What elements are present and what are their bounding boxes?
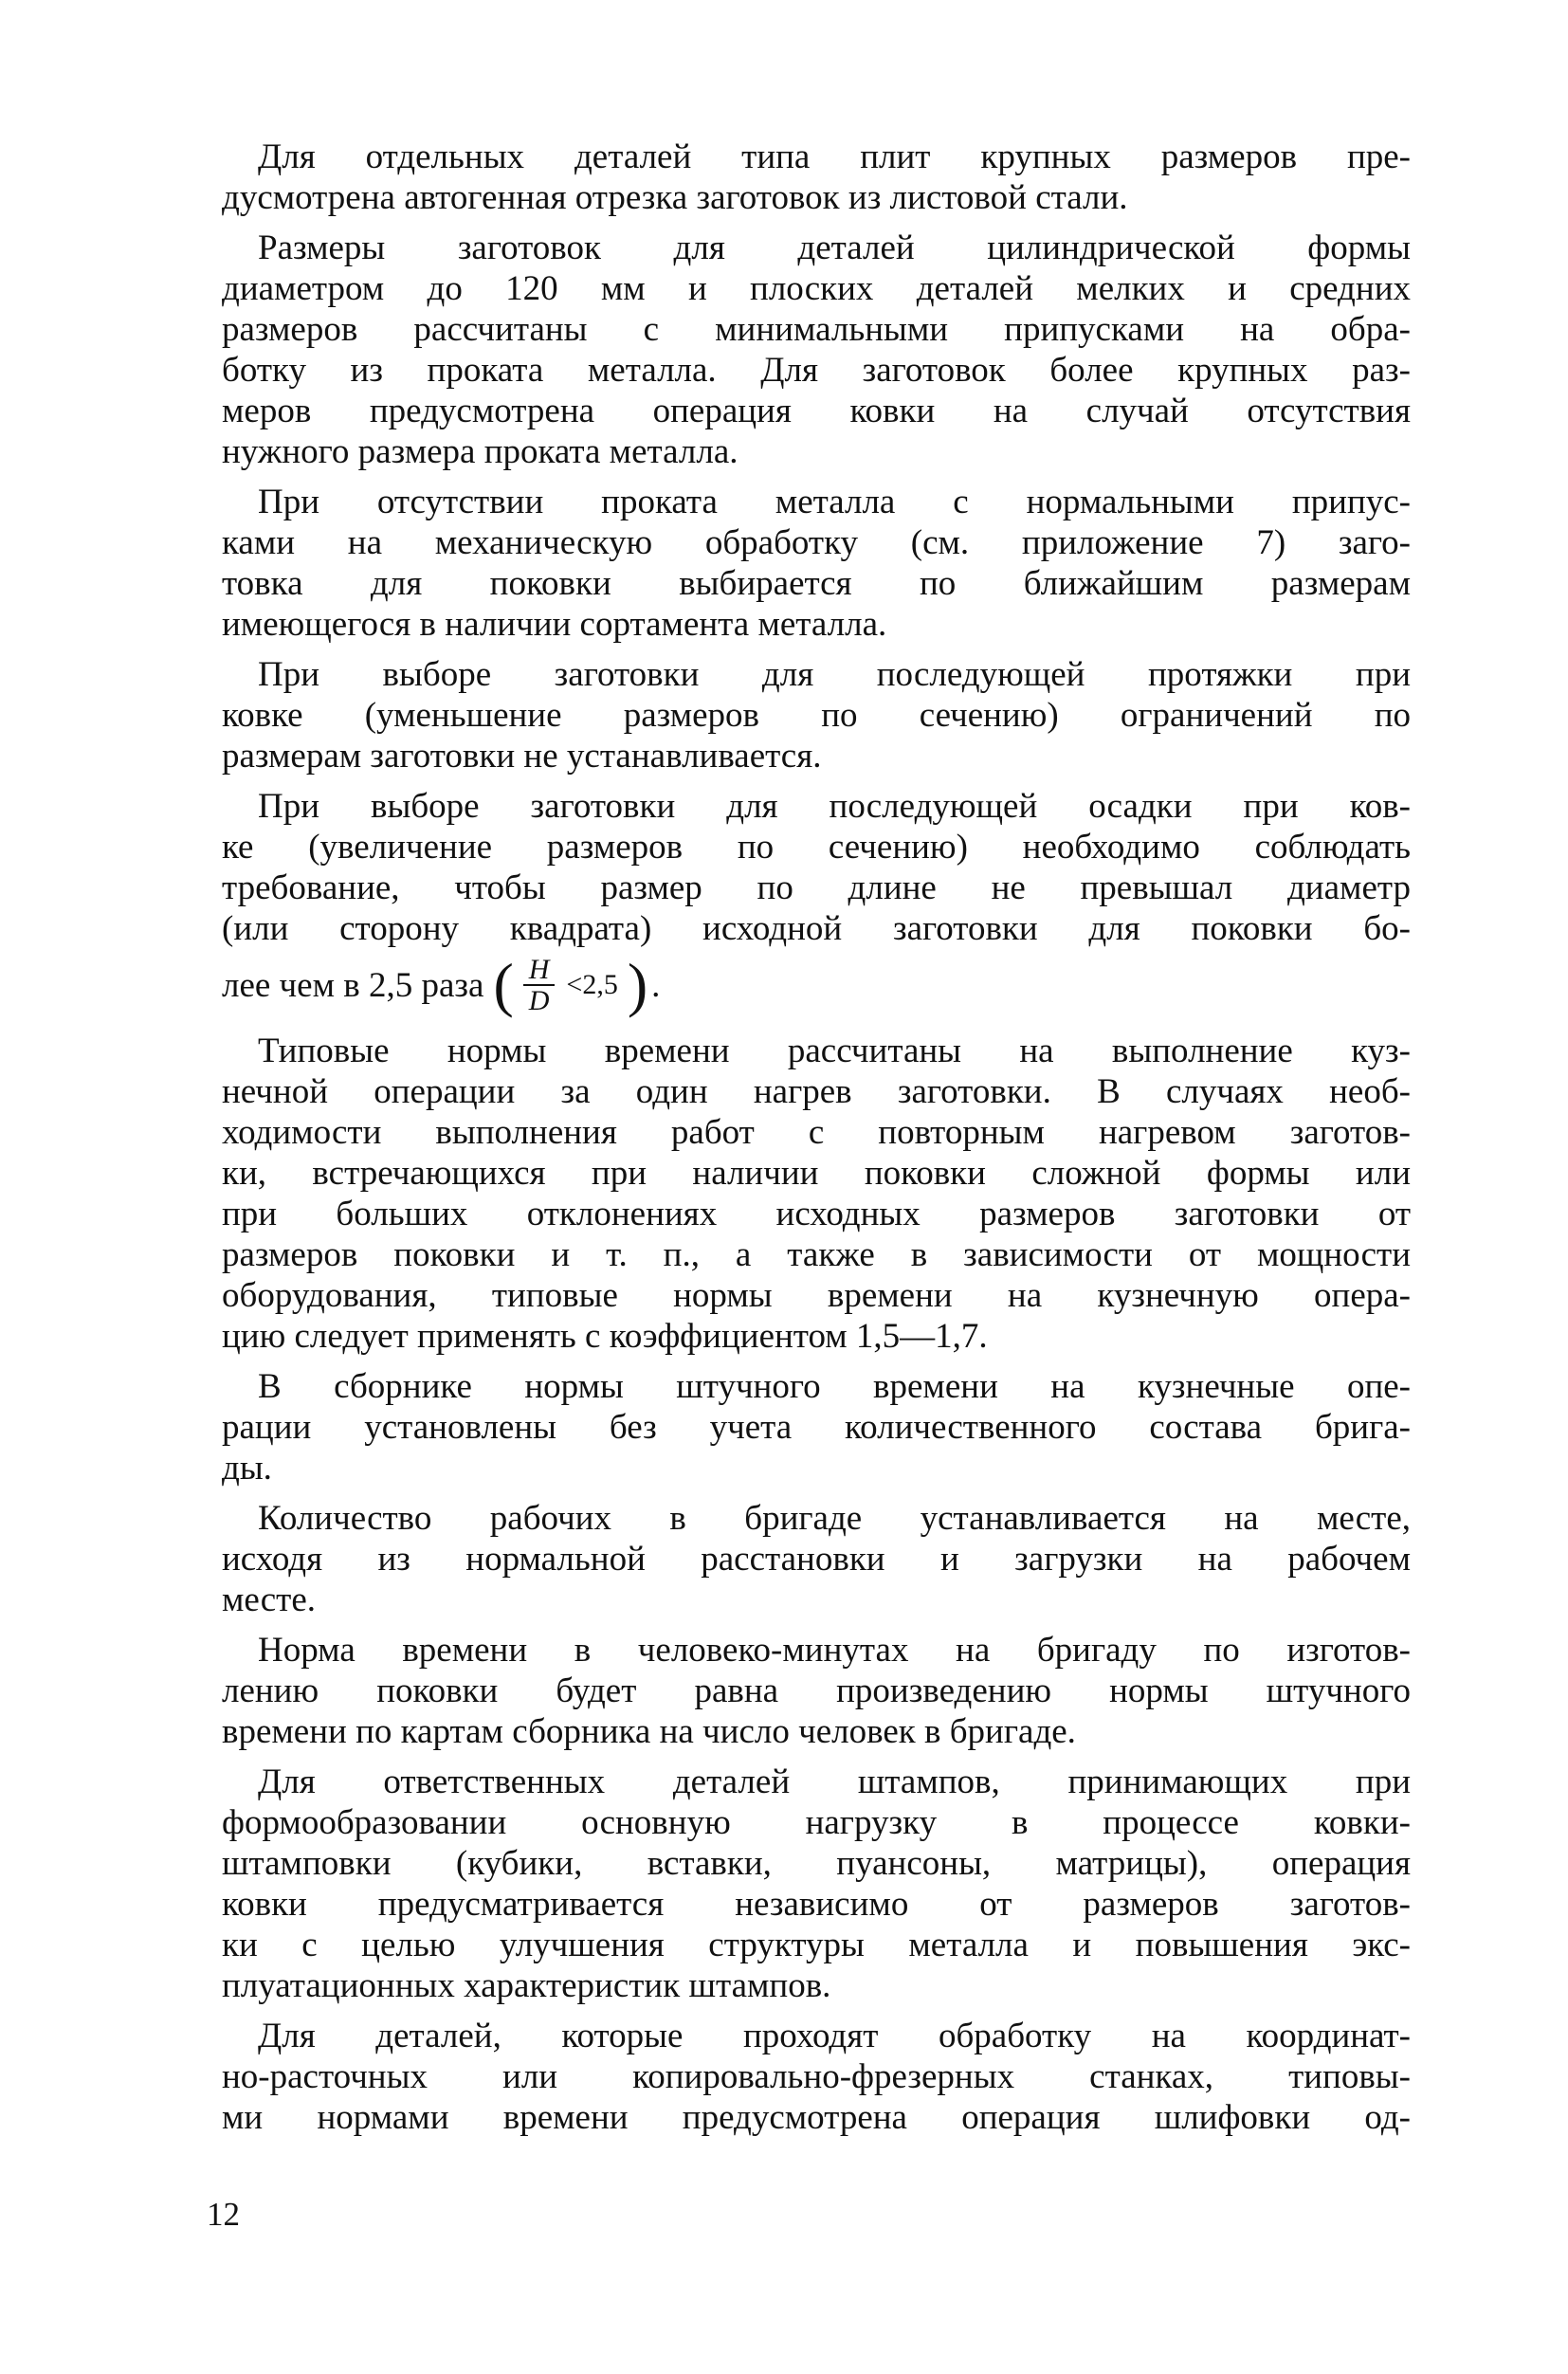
text-line: при больших отклонениях исходных размеров заготовки от	[222, 1195, 1411, 1233]
fraction	[523, 955, 556, 1016]
text-line: Для отдельных деталей типа плит крупных размеров пре-	[258, 137, 1411, 176]
text-line: ки с целью улучшения структуры металла и повышения экс-	[222, 1926, 1411, 1964]
left-paren: (	[493, 951, 514, 1018]
formula-prefix: лее чем в 2,5 раза	[222, 965, 484, 1005]
text-line: времени по картам сборника на число человек в бригаде.	[222, 1712, 1076, 1751]
text-line: Норма времени в человеко-минутах на бригаду по изготов-	[258, 1631, 1411, 1670]
text-line: размерам заготовки не устанавливается.	[222, 737, 822, 776]
text-line: ходимости выполнения работ с повторным нагревом заготов-	[222, 1113, 1411, 1152]
paragraph	[222, 228, 1411, 472]
page-body	[222, 137, 1411, 2138]
text-line: меров предусмотрена операция ковки на случай отсутствия	[222, 392, 1411, 430]
paragraph	[222, 1498, 1411, 1620]
text-line: лению поковки будет равна произведению нормы штучного	[222, 1671, 1411, 1710]
text-line: размеров поковки и т. п., а также в зависимости от мощности	[222, 1235, 1411, 1274]
text-line: ботку из проката металла. Для заготовок более крупных раз-	[222, 351, 1411, 390]
formula-suffix: .	[651, 965, 661, 1005]
text-line: плуатационных характеристик штампов.	[222, 1966, 831, 2005]
text-line: Количество рабочих в бригаде устанавливается на месте,	[258, 1499, 1411, 1538]
text-line: требование, чтобы размер по длине не превышал диаметр	[222, 868, 1411, 907]
paragraph	[222, 1031, 1411, 1357]
page-number: 12	[207, 2196, 240, 2233]
text-line: В сборнике нормы штучного времени на кузнечные опе-	[258, 1367, 1411, 1406]
text-line: дусмотрена автогенная отрезка заготовок из листовой стали.	[222, 178, 1128, 217]
paragraph	[222, 1762, 1411, 2006]
text-line: ки, встречающихся при наличии поковки сложной формы или	[222, 1154, 1411, 1193]
paragraph	[222, 1630, 1411, 1752]
text-line: Для деталей, которые проходят обработку на координат-	[258, 2017, 1411, 2055]
text-line: ке (увеличение размеров по сечению) необходимо соблюдать	[222, 828, 1411, 867]
paragraph	[222, 137, 1411, 218]
text-line: формообразовании основную нагрузку в процессе ковки-	[222, 1803, 1411, 1842]
formula-relation: <2,5	[566, 969, 618, 1000]
fraction-denominator: D	[528, 985, 550, 1016]
text-line: ми нормами времени предусмотрена операция шлифовки од-	[222, 2098, 1411, 2137]
text-line: нужного размера проката металла.	[222, 432, 738, 471]
text-line: месте.	[222, 1580, 317, 1619]
text-line: ками на механическую обработку (см. приложение 7) заго-	[222, 523, 1411, 562]
text-line: При выборе заготовки для последующей осадки при ков-	[258, 787, 1411, 826]
text-line: нечной операции за один нагрев заготовки. В случаях необ-	[222, 1072, 1411, 1111]
fraction-numerator: H	[523, 955, 556, 987]
paragraph	[222, 786, 1411, 1021]
formula-line	[222, 949, 1411, 1021]
text-line: При отсутствии проката металла с нормальными припус-	[258, 483, 1411, 521]
text-line: (или сторону квадрата) исходной заготовки для поковки бо-	[222, 909, 1411, 948]
text-line: товка для поковки выбирается по ближайшим размерам	[222, 564, 1411, 603]
text-line: Для ответственных деталей штампов, принимающих при	[258, 1762, 1411, 1801]
text-line: но-расточных или копировально-фрезерных станках, типовы-	[222, 2057, 1411, 2096]
paragraph	[222, 482, 1411, 645]
text-line: Размеры заготовок для деталей цилиндрической формы	[258, 228, 1411, 267]
text-line: цию следует применять с коэффициентом 1,5—1,7.	[222, 1317, 988, 1356]
paragraph	[222, 1366, 1411, 1488]
paragraph	[222, 2016, 1411, 2138]
text-line: ковке (уменьшение размеров по сечению) ограничений по	[222, 696, 1411, 735]
text-line: ковки предусматривается независимо от размеров заготов-	[222, 1885, 1411, 1924]
paragraph	[222, 654, 1411, 776]
text-line: исходя из нормальной расстановки и загрузки на рабочем	[222, 1540, 1411, 1579]
text-line: рации установлены без учета количественного состава брига-	[222, 1408, 1411, 1447]
text-line: оборудования, типовые нормы времени на кузнечную опера-	[222, 1276, 1411, 1315]
text-line: диаметром до 120 мм и плоских деталей мелких и средних	[222, 269, 1411, 308]
text-line: При выборе заготовки для последующей протяжки при	[258, 655, 1411, 694]
text-line: ды.	[222, 1449, 272, 1488]
text-line: имеющегося в наличии сортамента металла.	[222, 605, 887, 644]
right-paren: )	[627, 951, 648, 1018]
text-line: размеров рассчитаны с минимальными припусками на обра-	[222, 310, 1411, 349]
text-line: штамповки (кубики, вставки, пуансоны, матрицы), операция	[222, 1844, 1411, 1883]
text-line: Типовые нормы времени рассчитаны на выполнение куз-	[258, 1032, 1411, 1070]
